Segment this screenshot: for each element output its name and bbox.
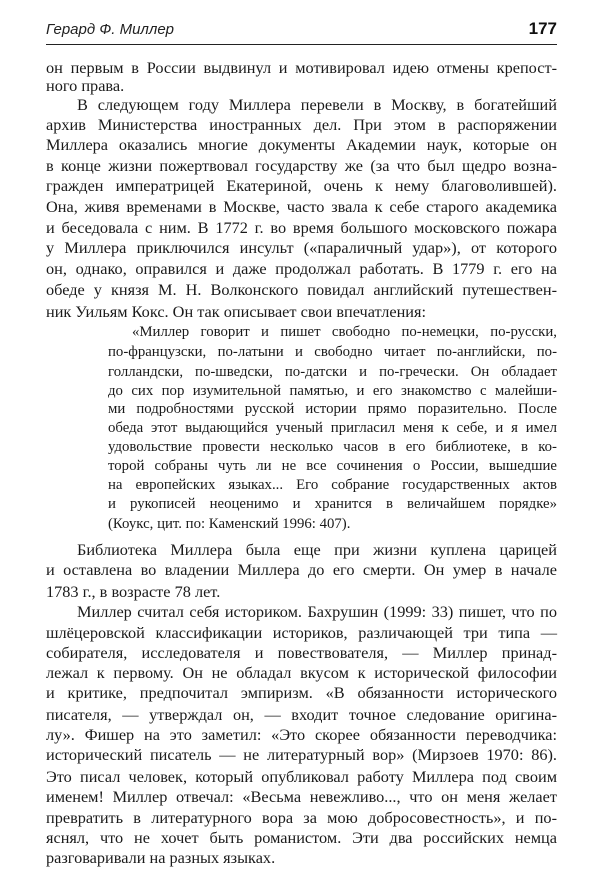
text-line: обеда этот выдающийся ученый пригласил меня к себе, и я имел xyxy=(108,420,557,436)
running-title: Герард Ф. Миллер xyxy=(46,21,175,38)
text-line: писателя, — утверждал он, — входит точное следование оригина- xyxy=(46,705,557,724)
text-line: 1783 г., в возрасте 78 лет. xyxy=(46,582,221,601)
text-line: «Миллер говорит и пишет свободно по-немецки, по-русски, xyxy=(132,324,557,340)
text-line: ми подробностями русской истории прямо поразительно. После xyxy=(108,401,557,417)
text-line: ного права. xyxy=(46,76,125,95)
text-line: Библиотека Миллера была еще при жизни куплена царицей xyxy=(77,540,557,559)
text-line: он первым в России выдвинул и мотивировал идею отмены крепост- xyxy=(46,58,557,77)
text-line: и критике, предпочитал эмпиризм. «В обязанности исторического xyxy=(46,683,557,702)
text-line: яснял, что не хочет быть романистом. Эти два российских немца xyxy=(46,828,557,847)
text-line: собирателя, исследователя и повествователя, — Миллер принад- xyxy=(46,643,557,662)
page-number: 177 xyxy=(528,19,557,38)
text-line: Она, живя временами в Москве, часто звала к себе старого академика xyxy=(46,197,557,216)
text-line: именем! Миллер отвечал: «Весьма невежливо..., что он меня желает xyxy=(46,787,557,806)
text-line: торой собраны чуть ли не все сочинения о России, вышедшие xyxy=(108,458,557,474)
text-line: (Коукс, цит. по: Каменский 1996: 407). xyxy=(108,516,351,532)
text-line: шлёцеровской классификации историков, различающей три типа — xyxy=(46,623,557,642)
header-rule xyxy=(46,44,557,45)
text-line: гражден императрицей Екатериной, очень к нему благоволившей). xyxy=(46,176,557,195)
text-line: голландски, по-шведски, по-датски и по-гречески. Он обладает xyxy=(108,364,557,380)
text-line: ник Уильям Кокс. Он так описывает свои впечатления: xyxy=(46,302,427,321)
text-line: архив Министерства иностранных дел. При этом в распоряжении xyxy=(46,115,557,134)
text-line: обеде у князя М. Н. Волконского повидал английский путешествен- xyxy=(46,280,557,299)
text-line: и оставлена во владении Миллера до его смерти. Он умер в начале xyxy=(46,560,557,579)
text-line: Миллер считал себя историком. Бахрушин (1999: 33) пишет, что по xyxy=(77,602,557,621)
text-line: исторический писатель — не литературный вор» (Мирзоев 1970: 86). xyxy=(46,745,557,764)
text-line: разговаривали на разных языках. xyxy=(46,848,276,867)
text-line: Это писал человек, который опубликовал работу Миллера под своим xyxy=(46,767,557,786)
text-line: лежал к первому. Он не обладал вкусом к исторической философии xyxy=(46,663,557,682)
text-line: лу». Фишер на это заметил: «Это скорее обязанности переводчика: xyxy=(46,725,557,744)
text-line: на европейских языках... Его собрание государственных актов xyxy=(108,477,557,493)
text-line: превратить в литературного вора за мою добросовестность», и по- xyxy=(46,808,557,827)
text-line: он, однако, оправился и даже продолжал работать. В 1779 г. его на xyxy=(46,259,557,278)
text-line: до сих пор изумительной памятью, и его знакомство с малейши- xyxy=(108,383,557,399)
text-line: по-французски, по-латыни и свободно читает по-английски, по- xyxy=(108,344,557,360)
text-line: и рукописей неоценимо и хранится в величайшем порядке» xyxy=(108,496,557,512)
text-line: у Миллера приключился инсульт («параличный удар»), от которого xyxy=(46,238,557,257)
text-line: удовольствие провести несколько часов в его библиотеке, в ко- xyxy=(108,439,557,455)
text-line: В следующем году Миллера перевели в Москву, в богатейший xyxy=(77,95,557,114)
text-line: в конце жизни пожертвовал государству же (за что был щедро возна- xyxy=(46,156,557,175)
text-line: и беседовала с ним. В 1772 г. во время большого московского пожара xyxy=(46,218,557,237)
text-line: Миллера оказались многие документы Академии наук, которые он xyxy=(46,135,557,154)
